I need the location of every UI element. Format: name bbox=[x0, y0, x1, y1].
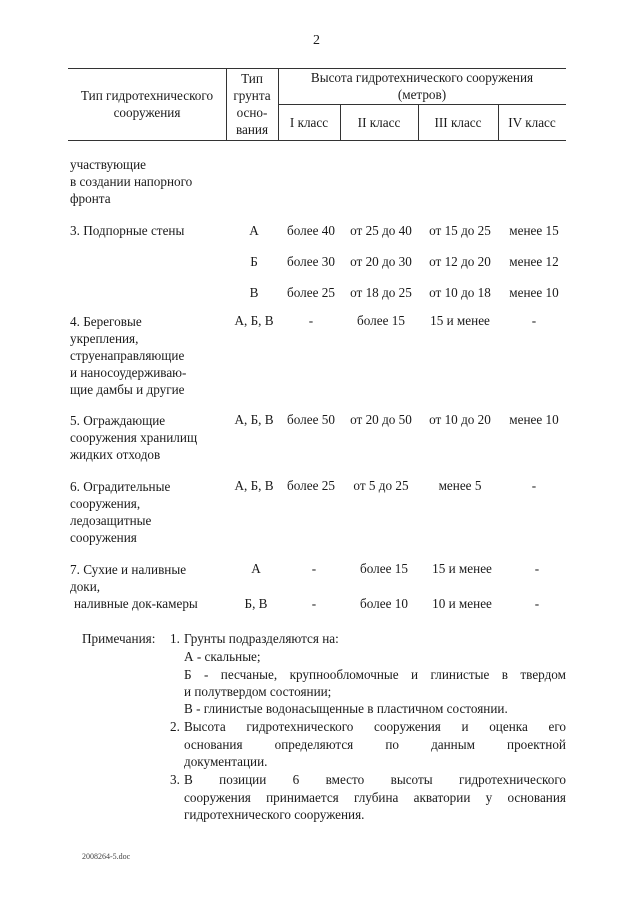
name-line: и наносоудерживаю- bbox=[70, 365, 187, 380]
row-3-v-soil: В bbox=[249, 285, 259, 300]
row-3-b-class2: от 20 до 30 bbox=[350, 254, 412, 269]
note-1-soil-b-line2: и полутвердом состоянии; bbox=[184, 684, 332, 699]
row-7-name bbox=[70, 561, 186, 595]
note-3-line2: сооружения принимается глубина акватории у основания bbox=[184, 790, 566, 805]
row-6-class3: менее 5 bbox=[438, 478, 482, 493]
name-line: сооружения, bbox=[70, 496, 141, 511]
header-height-line: (метров) bbox=[397, 87, 447, 102]
row-3-a-soil: А bbox=[249, 223, 259, 238]
row-6-class4: - bbox=[531, 478, 537, 493]
header-soil-line: Тип bbox=[241, 71, 263, 86]
header-soil-line: грунта bbox=[233, 88, 271, 103]
row-6-class1: более 25 bbox=[287, 478, 335, 493]
row-3-a-class1: более 40 bbox=[287, 223, 335, 238]
note-1-soil-v: В - глинистые водонасыщенные в пластичном состоянии. bbox=[184, 701, 508, 716]
row-6-name bbox=[70, 478, 170, 546]
row-4-name bbox=[70, 313, 186, 398]
note-2-line1: Высота гидротехнического сооружения и оценка его bbox=[184, 719, 566, 734]
name-line: 5. Ограждающие bbox=[70, 413, 166, 428]
row-3-a-class2: от 25 до 40 bbox=[350, 223, 412, 238]
row-6-soil: А, Б, В bbox=[234, 478, 274, 493]
row-3-b-class3: от 12 до 20 bbox=[429, 254, 491, 269]
header-bottom-rule bbox=[68, 140, 566, 141]
name-line: участвующие bbox=[70, 157, 146, 172]
row-5-name bbox=[70, 412, 197, 463]
header-soil-line: вания bbox=[235, 122, 269, 137]
name-line: фронта bbox=[70, 191, 111, 206]
name-line: щие дамбы и другие bbox=[70, 382, 185, 397]
row-3-b-class1: более 30 bbox=[287, 254, 335, 269]
note-2-line3: документации. bbox=[184, 754, 268, 769]
row-3-v-class4: менее 10 bbox=[509, 285, 559, 300]
row-6-class2: от 5 до 25 bbox=[353, 478, 409, 493]
note-1-number: 1. bbox=[170, 631, 180, 646]
row-7-b-class4: - bbox=[534, 596, 540, 611]
name-line: ледозащитные bbox=[70, 513, 152, 528]
name-line: 7. Сухие и наливные bbox=[70, 562, 187, 577]
footer-filename: 2008264-5.doc bbox=[82, 852, 131, 861]
row-5-class1: более 50 bbox=[287, 412, 335, 427]
row-7-a-class2: более 15 bbox=[360, 561, 408, 576]
header-soil-col bbox=[226, 70, 278, 138]
row-3-a-class4: менее 15 bbox=[509, 223, 559, 238]
note-3-number: 3. bbox=[170, 772, 180, 787]
name-line: укрепления, bbox=[70, 331, 139, 346]
row-3-b-class4: менее 12 bbox=[509, 254, 559, 269]
row-3-name: 3. Подпорные стены bbox=[70, 223, 185, 238]
header-type-line: Тип гидротехнического bbox=[80, 88, 214, 103]
header-class-1: I класс bbox=[289, 115, 329, 130]
row-5-class4: менее 10 bbox=[509, 412, 559, 427]
name-line: сооружения хранилищ bbox=[70, 430, 198, 445]
row-4-class1: - bbox=[308, 313, 314, 328]
name-line: жидких отходов bbox=[70, 447, 161, 462]
header-soil-line: осно- bbox=[236, 105, 268, 120]
note-1-soil-b-line1: Б - песчаные, крупнообломочные и глинистые в твердом bbox=[184, 667, 566, 682]
row-3-b-soil: Б bbox=[250, 254, 258, 269]
header-class-3: III класс bbox=[434, 115, 482, 130]
name-line: 6. Оградительные bbox=[70, 479, 171, 494]
name-line: сооружения bbox=[70, 530, 137, 545]
row-7-b-soil: Б, В bbox=[244, 596, 268, 611]
row-7-a-soil: А bbox=[251, 561, 261, 576]
notes-prefix: Примечания: bbox=[82, 631, 156, 646]
header-class-4: IV класс bbox=[508, 115, 556, 130]
row-4-class2: более 15 bbox=[357, 313, 405, 328]
row-4-soil: А, Б, В bbox=[234, 313, 274, 328]
row-7-b-class3: 10 и менее bbox=[432, 596, 492, 611]
header-type-line: сооружения bbox=[113, 105, 181, 120]
note-1-soil-a: А - скальные; bbox=[184, 649, 261, 664]
header-height-line: Высота гидротехнического сооружения bbox=[310, 70, 534, 85]
row-3-a-class3: от 15 до 25 bbox=[429, 223, 491, 238]
note-2-line2: основания определяются по данным проектной bbox=[184, 737, 566, 752]
row-7-b-class2: более 10 bbox=[360, 596, 408, 611]
note-3-line1: В позиции 6 вместо высоты гидротехнического bbox=[184, 772, 566, 787]
name-line: струенаправляющие bbox=[70, 348, 185, 363]
row-3-v-class3: от 10 до 18 bbox=[429, 285, 491, 300]
row-continuation-name bbox=[70, 156, 192, 207]
page-number: 2 bbox=[313, 33, 320, 48]
row-3-v-class2: от 18 до 25 bbox=[350, 285, 412, 300]
row-5-soil: А, Б, В bbox=[234, 412, 274, 427]
row-3-v-class1: более 25 bbox=[287, 285, 335, 300]
row-4-class4: - bbox=[531, 313, 537, 328]
row-4-class3: 15 и менее bbox=[430, 313, 490, 328]
name-line: доки, bbox=[70, 579, 101, 594]
header-sub-rule bbox=[278, 104, 566, 105]
row-7-a-class4: - bbox=[534, 561, 540, 576]
row-7-a-class1: - bbox=[311, 561, 317, 576]
header-type-col bbox=[68, 87, 226, 121]
row-7-name-b: наливные док-камеры bbox=[74, 596, 198, 611]
note-2-number: 2. bbox=[170, 719, 180, 734]
note-3-line3: гидротехнического сооружения. bbox=[184, 807, 365, 822]
name-line: в создании напорного bbox=[70, 174, 193, 189]
row-7-a-class3: 15 и менее bbox=[432, 561, 492, 576]
header-class-2: II класс bbox=[357, 115, 401, 130]
row-5-class3: от 10 до 20 bbox=[429, 412, 491, 427]
note-1-text: Грунты подразделяются на: bbox=[184, 631, 339, 646]
row-7-b-class1: - bbox=[311, 596, 317, 611]
name-line: 4. Береговые bbox=[70, 314, 142, 329]
row-5-class2: от 20 до 50 bbox=[350, 412, 412, 427]
header-height-col bbox=[278, 69, 566, 103]
